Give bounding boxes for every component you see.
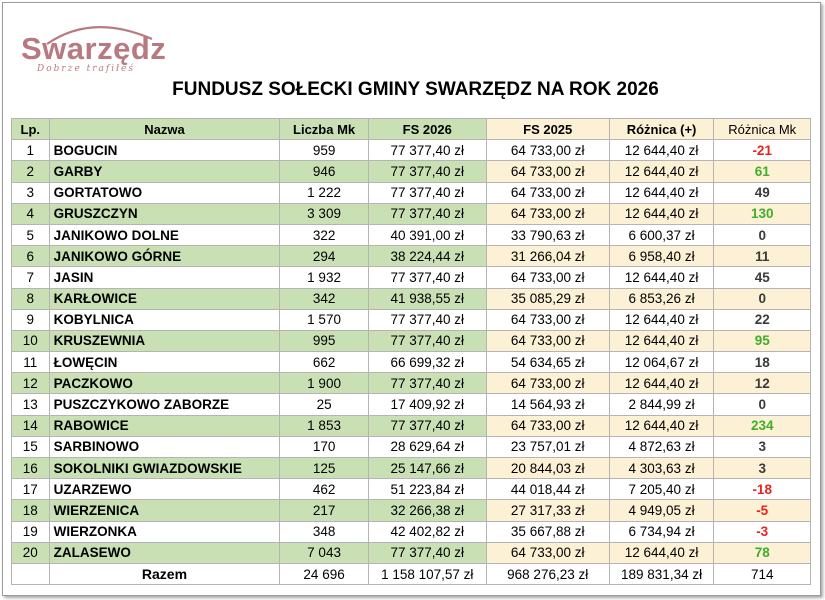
header-name: Nazwa — [49, 119, 280, 140]
table-row — [12, 352, 811, 373]
cell-fs2025: 27 317,33 zł — [486, 500, 609, 521]
cell-fs2026: 77 377,40 zł — [368, 140, 486, 161]
cell-lp: 5 — [12, 224, 50, 245]
total-fs2026: 1 158 107,57 zł — [368, 563, 486, 584]
cell-name: KOBYLNICA — [49, 309, 280, 330]
cell-count: 125 — [280, 458, 368, 479]
cell-count: 1 570 — [280, 309, 368, 330]
cell-fs2025: 64 733,00 zł — [486, 542, 609, 563]
cell-fs2025: 35 085,29 zł — [486, 288, 609, 309]
table-row — [12, 288, 811, 309]
cell-fs2026: 77 377,40 zł — [368, 161, 486, 182]
cell-fs2026: 77 377,40 zł — [368, 415, 486, 436]
cell-diff-mk: 234 — [714, 415, 811, 436]
cell-diff-mk: 95 — [714, 330, 811, 351]
cell-diff: 12 644,40 zł — [609, 330, 714, 351]
cell-fs2026: 28 629,64 zł — [368, 436, 486, 457]
header-lp: Lp. — [12, 119, 50, 140]
logo-tagline: Dobrze trafiłeś — [37, 64, 135, 74]
cell-fs2025: 23 757,01 zł — [486, 436, 609, 457]
cell-diff: 12 644,40 zł — [609, 140, 714, 161]
table-row — [12, 224, 811, 245]
cell-name: PACZKOWO — [49, 373, 280, 394]
cell-name: KARŁOWICE — [49, 288, 280, 309]
table-row — [12, 521, 811, 542]
table-row — [12, 542, 811, 563]
total-diff-mk: 714 — [714, 563, 811, 584]
cell-lp: 4 — [12, 203, 50, 224]
table-row — [12, 203, 811, 224]
cell-lp: 11 — [12, 352, 50, 373]
total-diff: 189 831,34 zł — [609, 563, 714, 584]
page-title: FUNDUSZ SOŁECKI GMINY SWARZĘDZ NA ROK 2026 — [172, 79, 659, 100]
cell-fs2025: 64 733,00 zł — [486, 140, 609, 161]
cell-diff: 6 853,26 zł — [609, 288, 714, 309]
cell-diff-mk: 3 — [714, 458, 811, 479]
cell-name: BOGUCIN — [49, 140, 280, 161]
cell-fs2025: 64 733,00 zł — [486, 161, 609, 182]
cell-fs2025: 64 733,00 zł — [486, 267, 609, 288]
cell-count: 348 — [280, 521, 368, 542]
cell-count: 1 932 — [280, 267, 368, 288]
cell-fs2026: 32 266,38 zł — [368, 500, 486, 521]
cell-name: UZARZEWO — [49, 479, 280, 500]
header-count: Liczba Mk — [280, 119, 368, 140]
cell-fs2025: 20 844,03 zł — [486, 458, 609, 479]
cell-diff: 6 600,37 zł — [609, 224, 714, 245]
cell-diff: 2 844,99 zł — [609, 394, 714, 415]
cell-diff-mk: 0 — [714, 288, 811, 309]
cell-fs2026: 77 377,40 zł — [368, 542, 486, 563]
cell-lp: 15 — [12, 436, 50, 457]
header-diff-mk: Różnica Mk — [714, 119, 811, 140]
cell-count: 662 — [280, 352, 368, 373]
cell-fs2025: 54 634,65 zł — [486, 352, 609, 373]
cell-lp: 9 — [12, 309, 50, 330]
cell-diff-mk: -5 — [714, 500, 811, 521]
cell-name: SARBINOWO — [49, 436, 280, 457]
cell-diff-mk: 11 — [714, 246, 811, 267]
cell-fs2026: 77 377,40 zł — [368, 373, 486, 394]
table-row — [12, 373, 811, 394]
cell-diff-mk: 3 — [714, 436, 811, 457]
cell-lp: 10 — [12, 330, 50, 351]
cell-diff-mk: -21 — [714, 140, 811, 161]
cell-name: WIERZENICA — [49, 500, 280, 521]
cell-diff-mk: 18 — [714, 352, 811, 373]
cell-count: 1 222 — [280, 182, 368, 203]
cell-fs2025: 31 266,04 zł — [486, 246, 609, 267]
cell-lp: 20 — [12, 542, 50, 563]
cell-lp: 19 — [12, 521, 50, 542]
cell-name: JASIN — [49, 267, 280, 288]
cell-diff-mk: 12 — [714, 373, 811, 394]
cell-fs2025: 14 564,93 zł — [486, 394, 609, 415]
cell-lp: 17 — [12, 479, 50, 500]
cell-diff-mk: 45 — [714, 267, 811, 288]
cell-fs2025: 64 733,00 zł — [486, 309, 609, 330]
cell-fs2026: 25 147,66 zł — [368, 458, 486, 479]
cell-lp: 2 — [12, 161, 50, 182]
cell-fs2026: 42 402,82 zł — [368, 521, 486, 542]
table-header-row — [12, 119, 811, 140]
table-row — [12, 458, 811, 479]
cell-count: 7 043 — [280, 542, 368, 563]
table-row — [12, 246, 811, 267]
cell-lp: 8 — [12, 288, 50, 309]
cell-name: PUSZCZYKOWO ZABORZE — [49, 394, 280, 415]
cell-fs2026: 51 223,84 zł — [368, 479, 486, 500]
cell-name: SOKOLNIKI GWIAZDOWSKIE — [49, 458, 280, 479]
cell-lp: 16 — [12, 458, 50, 479]
cell-name: ZALASEWO — [49, 542, 280, 563]
cell-fs2025: 64 733,00 zł — [486, 182, 609, 203]
cell-diff-mk: 0 — [714, 394, 811, 415]
cell-diff: 7 205,40 zł — [609, 479, 714, 500]
cell-diff-mk: -18 — [714, 479, 811, 500]
table-row — [12, 182, 811, 203]
cell-fs2026: 77 377,40 zł — [368, 330, 486, 351]
cell-fs2026: 66 699,32 zł — [368, 352, 486, 373]
cell-diff-mk: -3 — [714, 521, 811, 542]
cell-diff: 12 644,40 zł — [609, 373, 714, 394]
cell-diff-mk: 22 — [714, 309, 811, 330]
total-label: Razem — [49, 563, 280, 584]
table-row — [12, 140, 811, 161]
cell-diff: 4 872,63 zł — [609, 436, 714, 457]
cell-name: RABOWICE — [49, 415, 280, 436]
header-fs2025: FS 2025 — [486, 119, 609, 140]
cell-name: GORTATOWO — [49, 182, 280, 203]
cell-fs2026: 77 377,40 zł — [368, 309, 486, 330]
cell-lp: 12 — [12, 373, 50, 394]
cell-diff-mk: 0 — [714, 224, 811, 245]
cell-name: GRUSZCZYN — [49, 203, 280, 224]
cell-count: 1 853 — [280, 415, 368, 436]
cell-diff: 4 303,63 zł — [609, 458, 714, 479]
cell-name: KRUSZEWNIA — [49, 330, 280, 351]
cell-diff-mk: 78 — [714, 542, 811, 563]
table-row — [12, 330, 811, 351]
cell-lp: 6 — [12, 246, 50, 267]
logo-name: Swarzędz — [21, 31, 167, 66]
cell-lp: 1 — [12, 140, 50, 161]
cell-count: 322 — [280, 224, 368, 245]
cell-fs2025: 35 667,88 zł — [486, 521, 609, 542]
cell-fs2026: 77 377,40 zł — [368, 267, 486, 288]
table-row — [12, 479, 811, 500]
total-fs2025: 968 276,23 zł — [486, 563, 609, 584]
cell-name: JANIKOWO DOLNE — [49, 224, 280, 245]
cell-count: 1 900 — [280, 373, 368, 394]
cell-fs2026: 77 377,40 zł — [368, 203, 486, 224]
table-row — [12, 500, 811, 521]
header-fs2026: FS 2026 — [368, 119, 486, 140]
cell-fs2025: 33 790,63 zł — [486, 224, 609, 245]
cell-lp: 18 — [12, 500, 50, 521]
cell-fs2025: 64 733,00 zł — [486, 330, 609, 351]
cell-name: ŁOWĘCIN — [49, 352, 280, 373]
total-row — [12, 563, 811, 584]
cell-count: 3 309 — [280, 203, 368, 224]
total-count: 24 696 — [280, 563, 368, 584]
cell-diff: 12 644,40 zł — [609, 161, 714, 182]
table-row — [12, 309, 811, 330]
cell-name: JANIKOWO GÓRNE — [49, 246, 280, 267]
cell-diff: 4 949,05 zł — [609, 500, 714, 521]
cell-count: 995 — [280, 330, 368, 351]
cell-diff: 12 644,40 zł — [609, 415, 714, 436]
cell-name: WIERZONKA — [49, 521, 280, 542]
header-diff: Różnica (+) — [609, 119, 714, 140]
table-row — [12, 394, 811, 415]
cell-diff: 12 644,40 zł — [609, 182, 714, 203]
cell-count: 170 — [280, 436, 368, 457]
cell-diff-mk: 49 — [714, 182, 811, 203]
cell-lp: 14 — [12, 415, 50, 436]
cell-diff-mk: 61 — [714, 161, 811, 182]
cell-fs2025: 64 733,00 zł — [486, 415, 609, 436]
cell-count: 342 — [280, 288, 368, 309]
cell-count: 25 — [280, 394, 368, 415]
cell-count: 462 — [280, 479, 368, 500]
cell-count: 959 — [280, 140, 368, 161]
cell-lp: 13 — [12, 394, 50, 415]
table-row — [12, 267, 811, 288]
swarzedz-logo — [17, 17, 167, 77]
cell-fs2026: 77 377,40 zł — [368, 182, 486, 203]
cell-fs2025: 64 733,00 zł — [486, 373, 609, 394]
cell-fs2026: 40 391,00 zł — [368, 224, 486, 245]
cell-count: 294 — [280, 246, 368, 267]
cell-diff: 12 064,67 zł — [609, 352, 714, 373]
cell-count: 217 — [280, 500, 368, 521]
cell-diff: 6 958,40 zł — [609, 246, 714, 267]
cell-diff: 12 644,40 zł — [609, 309, 714, 330]
fund-table — [11, 118, 811, 585]
cell-lp: 3 — [12, 182, 50, 203]
cell-diff: 12 644,40 zł — [609, 542, 714, 563]
table-row — [12, 415, 811, 436]
cell-diff: 12 644,40 zł — [609, 267, 714, 288]
cell-fs2026: 41 938,55 zł — [368, 288, 486, 309]
cell-count: 946 — [280, 161, 368, 182]
cell-diff-mk: 130 — [714, 203, 811, 224]
cell-diff: 12 644,40 zł — [609, 203, 714, 224]
cell-name: GARBY — [49, 161, 280, 182]
cell-fs2026: 38 224,44 zł — [368, 246, 486, 267]
cell-fs2025: 44 018,44 zł — [486, 479, 609, 500]
table-row — [12, 436, 811, 457]
cell-diff: 6 734,94 zł — [609, 521, 714, 542]
table-row — [12, 161, 811, 182]
cell-fs2026: 17 409,92 zł — [368, 394, 486, 415]
cell-fs2025: 64 733,00 zł — [486, 203, 609, 224]
cell-lp: 7 — [12, 267, 50, 288]
